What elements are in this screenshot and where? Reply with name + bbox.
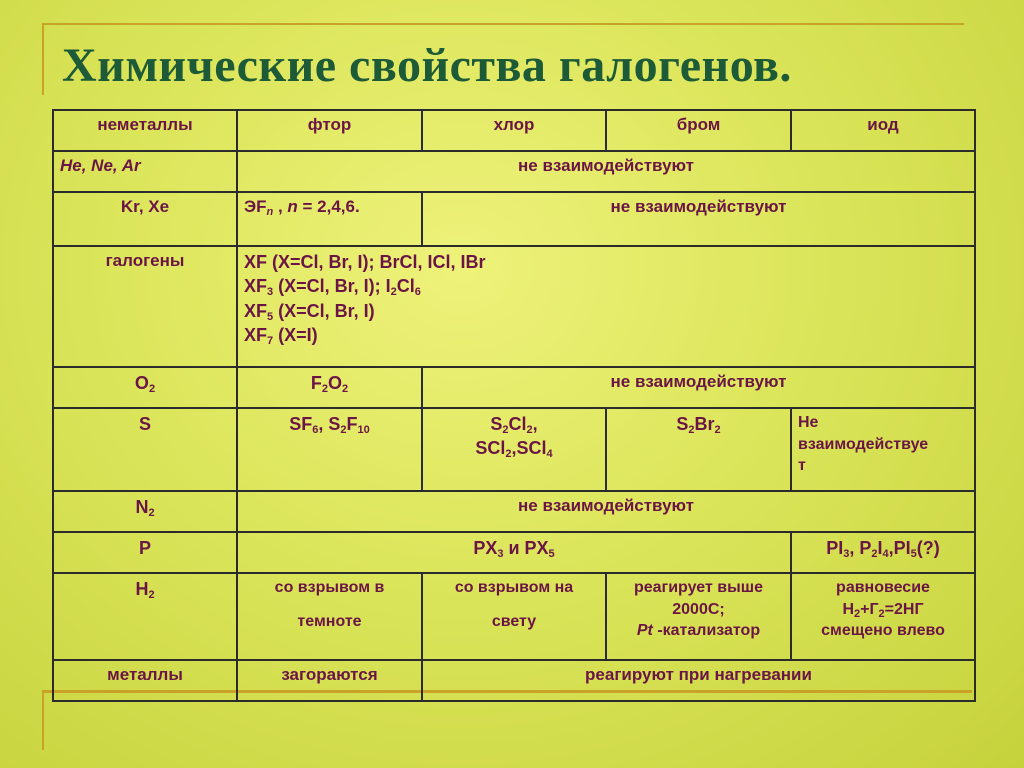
formula-subscript: 2 <box>390 286 397 299</box>
formula-subscript: 7 <box>267 334 274 347</box>
formula-subscript: 10 <box>357 424 370 436</box>
formula-part: ,PI <box>888 538 911 558</box>
header-bromine: бром <box>606 110 791 151</box>
formula-subscript: 6 <box>414 286 421 299</box>
row-label-kr-xe: Kr, Xe <box>53 192 237 246</box>
formula-part: ,SCl <box>511 438 547 459</box>
sulfur-fluorine <box>237 408 422 491</box>
oxygen-fluorine <box>237 367 422 408</box>
row-label-halogens: галогены <box>53 246 237 367</box>
text-line: Не <box>798 414 819 431</box>
formula-subscript: 3 <box>267 286 274 299</box>
formula-part: H <box>135 579 149 599</box>
formula-subscript: 2 <box>505 448 512 461</box>
hydrogen-chlorine <box>422 573 606 660</box>
sulfur-bromine <box>606 408 791 491</box>
table-row-phosphorus <box>53 532 975 573</box>
formula-part: F <box>310 373 322 393</box>
formula-subscript: 2 <box>854 607 861 620</box>
formula-subscript: 2 <box>526 424 533 436</box>
formula-subscript: 5 <box>548 548 555 560</box>
formula-part: n <box>287 197 298 216</box>
halogens-compounds <box>237 246 975 367</box>
formula-part: SF <box>289 414 313 434</box>
formula-subscript: 2 <box>688 424 695 436</box>
row-label-h2 <box>53 573 237 660</box>
formula-part: S <box>490 414 503 434</box>
formula-subscript: 2 <box>148 383 156 395</box>
compound-line <box>244 323 968 347</box>
oxygen-others: не взаимодействуют <box>422 367 975 408</box>
phosphorus-iodine <box>791 532 975 573</box>
formula-part: Cl <box>508 414 527 434</box>
header-iodine: иод <box>791 110 975 151</box>
row-label-n2 <box>53 491 237 532</box>
table-row-nitrogen <box>53 491 975 532</box>
formula-subscript: 2 <box>342 383 349 395</box>
formula-part: =2НГ <box>884 600 924 618</box>
formula-part: (X=I) <box>273 324 318 345</box>
frame-left-line <box>42 23 44 95</box>
formula-part: SCl <box>475 438 506 459</box>
halogen-properties-table <box>52 109 976 702</box>
formula-subscript: 3 <box>497 548 504 560</box>
noble-heavy-others: не взаимодействуют <box>422 192 975 246</box>
phosphorus-fcb <box>237 532 791 573</box>
formula-subscript: 2 <box>714 424 721 436</box>
formula-part: H <box>842 600 854 618</box>
formula-part: , <box>273 197 288 216</box>
text-line: со взрывом в <box>274 579 385 596</box>
formula-line <box>429 436 599 460</box>
text-line <box>798 599 968 621</box>
sulfur-chlorine <box>422 408 606 491</box>
formula-part: O <box>327 373 342 393</box>
text-line: смещено влево <box>821 622 945 640</box>
noble-light-result: не взаимодействуют <box>237 151 975 192</box>
formula-part: XF <box>244 300 268 321</box>
row-label-s: S <box>53 408 237 491</box>
compound-line: XF (X=Cl, Br, I); BrCl, ICl, IBr <box>244 252 486 272</box>
table-row-sulfur <box>53 408 975 491</box>
spacer <box>244 599 415 611</box>
text-line: 2000C; <box>672 600 725 618</box>
hydrogen-bromine <box>606 573 791 660</box>
table-row-oxygen <box>53 367 975 408</box>
formula-part: XF <box>244 276 268 297</box>
hydrogen-iodine <box>791 573 975 660</box>
formula-part: (?) <box>916 538 940 558</box>
text-line: темноте <box>297 612 362 630</box>
text-line <box>613 620 784 642</box>
formula-subscript: 2 <box>148 589 155 601</box>
row-label-he-ne-ar: He, Ne, Ar <box>53 151 237 192</box>
spacer <box>429 599 599 611</box>
text-line: реагирует выше <box>633 579 764 596</box>
text-line: т <box>798 457 806 475</box>
formula-part: Cl <box>396 276 415 297</box>
formula-part: , P <box>849 538 872 558</box>
frame-bottom-left-line <box>42 690 44 750</box>
formula-part: Pt <box>636 622 653 640</box>
text-line: со взрывом на <box>454 579 574 596</box>
row-label-metals: металлы <box>53 660 237 701</box>
formula-part: XF <box>244 324 268 345</box>
nitrogen-result: не взаимодействуют <box>237 491 975 532</box>
text-line: взаимодействуе <box>798 435 929 453</box>
table-row-metals <box>53 660 975 701</box>
compound-line <box>244 274 968 298</box>
text-line: равновесие <box>836 579 930 596</box>
formula-part: S <box>676 414 689 434</box>
table-row-hydrogen <box>53 573 975 660</box>
text-line: свету <box>491 612 537 630</box>
header-fluorine: фтор <box>237 110 422 151</box>
formula-part: I <box>877 538 883 558</box>
table-row-noble-light <box>53 151 975 192</box>
formula-part: PX <box>473 538 498 558</box>
metals-others: реагируют при нагревании <box>422 660 975 701</box>
formula-subscript: 6 <box>312 424 319 436</box>
table-header-row <box>53 110 975 151</box>
formula-subscript: 2 <box>148 507 155 519</box>
formula-part: O <box>134 373 149 393</box>
formula-line <box>429 412 599 436</box>
formula-subscript: 2 <box>321 383 328 395</box>
formula-subscript: 3 <box>843 548 850 560</box>
row-label-o2 <box>53 367 237 408</box>
hydrogen-fluorine <box>237 573 422 660</box>
formula-part: , <box>532 414 538 434</box>
formula-part: ЭF <box>244 197 267 216</box>
noble-heavy-fluorine <box>237 192 422 246</box>
formula-subscript: 2 <box>502 424 509 436</box>
header-chlorine: хлор <box>422 110 606 151</box>
compound-line <box>244 299 968 323</box>
formula-part: , S <box>318 414 341 434</box>
formula-subscript: 2 <box>340 424 347 436</box>
formula-subscript: 5 <box>910 548 917 560</box>
formula-part: и PX <box>503 538 549 558</box>
formula-part: -катализатор <box>652 622 761 640</box>
formula-part: = 2,4,6. <box>297 197 360 216</box>
formula-part: F <box>346 414 358 434</box>
frame-top-line <box>42 23 964 25</box>
row-label-p: P <box>53 532 237 573</box>
header-nonmetals: неметаллы <box>53 110 237 151</box>
formula-part: Br <box>694 414 715 434</box>
page-title: Химические свойства галогенов. <box>62 39 792 92</box>
formula-subscript: 2 <box>871 548 878 560</box>
formula-part: PI <box>826 538 844 558</box>
table-row-noble-heavy <box>53 192 975 246</box>
formula-subscript: n <box>266 206 274 218</box>
formula-part: (X=Cl, Br, I) <box>273 300 375 321</box>
formula-part: +Г <box>860 600 879 618</box>
formula-subscript: 4 <box>546 448 553 461</box>
sulfur-iodine <box>791 408 975 491</box>
metals-fluorine: загораются <box>237 660 422 701</box>
table-row-halogens <box>53 246 975 367</box>
formula-part: N <box>135 497 149 517</box>
formula-subscript: 5 <box>267 310 274 323</box>
formula-subscript: 2 <box>878 607 885 620</box>
formula-subscript: 4 <box>882 548 889 560</box>
formula-part: (X=Cl, Br, I); I <box>273 276 391 297</box>
